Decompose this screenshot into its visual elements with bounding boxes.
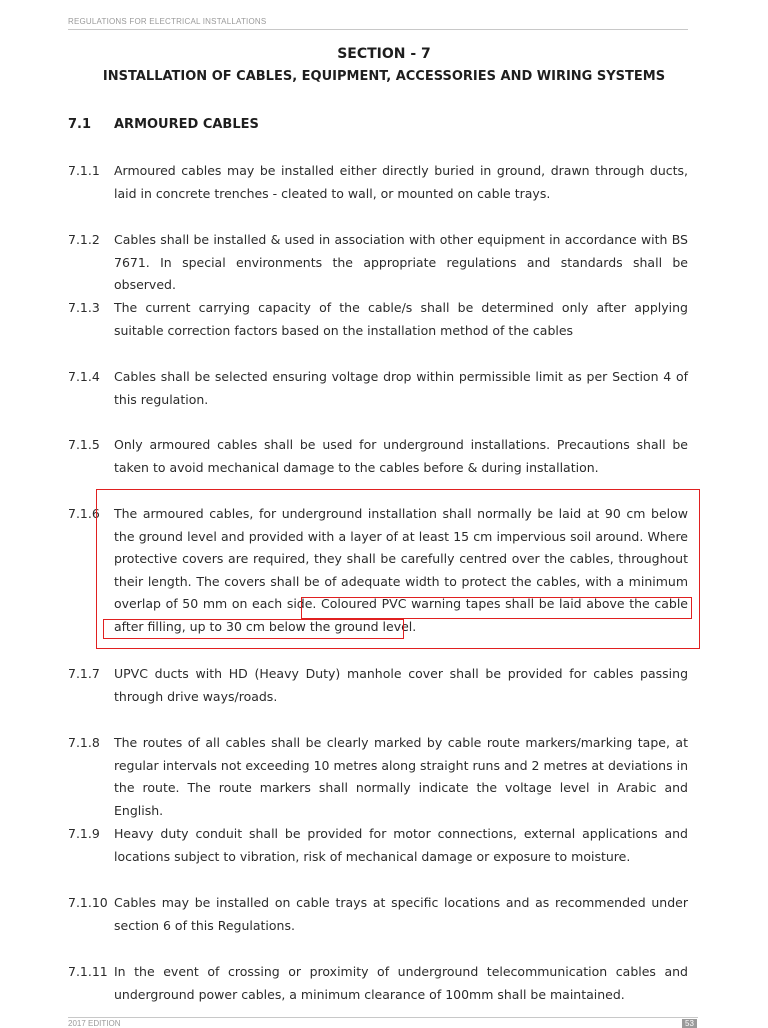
clause-number: 7.1.1 <box>68 163 100 178</box>
clause-text: Armoured cables may be installed either directly buried in ground, drawn through ducts, laid in concrete trenches - cleated to wall, or mounted on cable trays. <box>114 163 688 201</box>
clause-text: In the event of crossing or proximity of underground telecommunication cables and underground power cables, a minimum clearance of 100mm shall be maintained. <box>114 964 688 1002</box>
clause-text: The routes of all cables shall be clearly marked by cable route markers/marking tape, at regular intervals not exceeding 10 metres along straight runs and 2 metres at deviations in the route. The route markers shall normally indicate the voltage level in Arabic and English. <box>114 735 688 818</box>
clause-number: 7.1.10 <box>68 895 108 910</box>
clause-number: 7.1.8 <box>68 735 100 750</box>
clause-text: UPVC ducts with HD (Heavy Duty) manhole cover shall be provided for cables passing through drive ways/roads. <box>114 666 688 704</box>
footer-edition: 2017 EDITION <box>68 1019 121 1028</box>
clause-text: Cables shall be installed & used in association with other equipment in accordance with BS 7671. In special environments the appropriate regulations and standards shall be observed. <box>114 232 688 292</box>
subsection-title: ARMOURED CABLES <box>114 117 259 132</box>
clause-number: 7.1.7 <box>68 666 100 681</box>
clause-number: 7.1.4 <box>68 369 100 384</box>
clause-number: 7.1.5 <box>68 437 100 452</box>
header-divider <box>68 29 688 30</box>
subsection-number: 7.1 <box>68 117 92 132</box>
clause-text: Cables shall be selected ensuring voltage drop within permissible limit as per Section 4 of this regulation. <box>114 369 688 407</box>
highlight-box-filling <box>103 619 404 639</box>
clause-text: The armoured cables, for underground installation shall normally be laid at 90 cm below the ground level and provided with a layer of at least 15 cm impervious soil around. Where protective covers are required, they shall be carefully centred over the cables, throughout their length. The covers shall be of adequate width to protect the cables, with a minimum overlap of 50 mm on each side. Coloured PVC warning tapes shall be laid above the cable after filling, up to 30 cm below the ground level. <box>114 506 688 634</box>
clause-text: Heavy duty conduit shall be provided for motor connections, external applications and locations subject to vibration, risk of mechanical damage or exposure to moisture. <box>114 826 688 864</box>
footer-divider <box>68 1017 698 1018</box>
clause-number: 7.1.11 <box>68 964 108 979</box>
clause-text: The current carrying capacity of the cable/s shall be determined only after applying suitable correction factors based on the installation method of the cables <box>114 300 688 338</box>
clause-number: 7.1.9 <box>68 826 100 841</box>
clause-number: 7.1.2 <box>68 232 100 247</box>
section-number: SECTION - 7 <box>337 46 431 62</box>
page-number: 53 <box>682 1019 697 1028</box>
highlight-box-warning-tape <box>301 597 692 619</box>
clause-text: Cables may be installed on cable trays at specific locations and as recommended under section 6 of this Regulations. <box>114 895 688 933</box>
section-title: INSTALLATION OF CABLES, EQUIPMENT, ACCESSORIES AND WIRING SYSTEMS <box>102 69 666 84</box>
running-header: REGULATIONS FOR ELECTRICAL INSTALLATIONS <box>68 17 267 26</box>
clause-number: 7.1.6 <box>68 506 100 521</box>
clause-number: 7.1.3 <box>68 300 100 315</box>
clause-text: Only armoured cables shall be used for underground installations. Precautions shall be taken to avoid mechanical damage to the cables before & during installation. <box>114 437 688 475</box>
